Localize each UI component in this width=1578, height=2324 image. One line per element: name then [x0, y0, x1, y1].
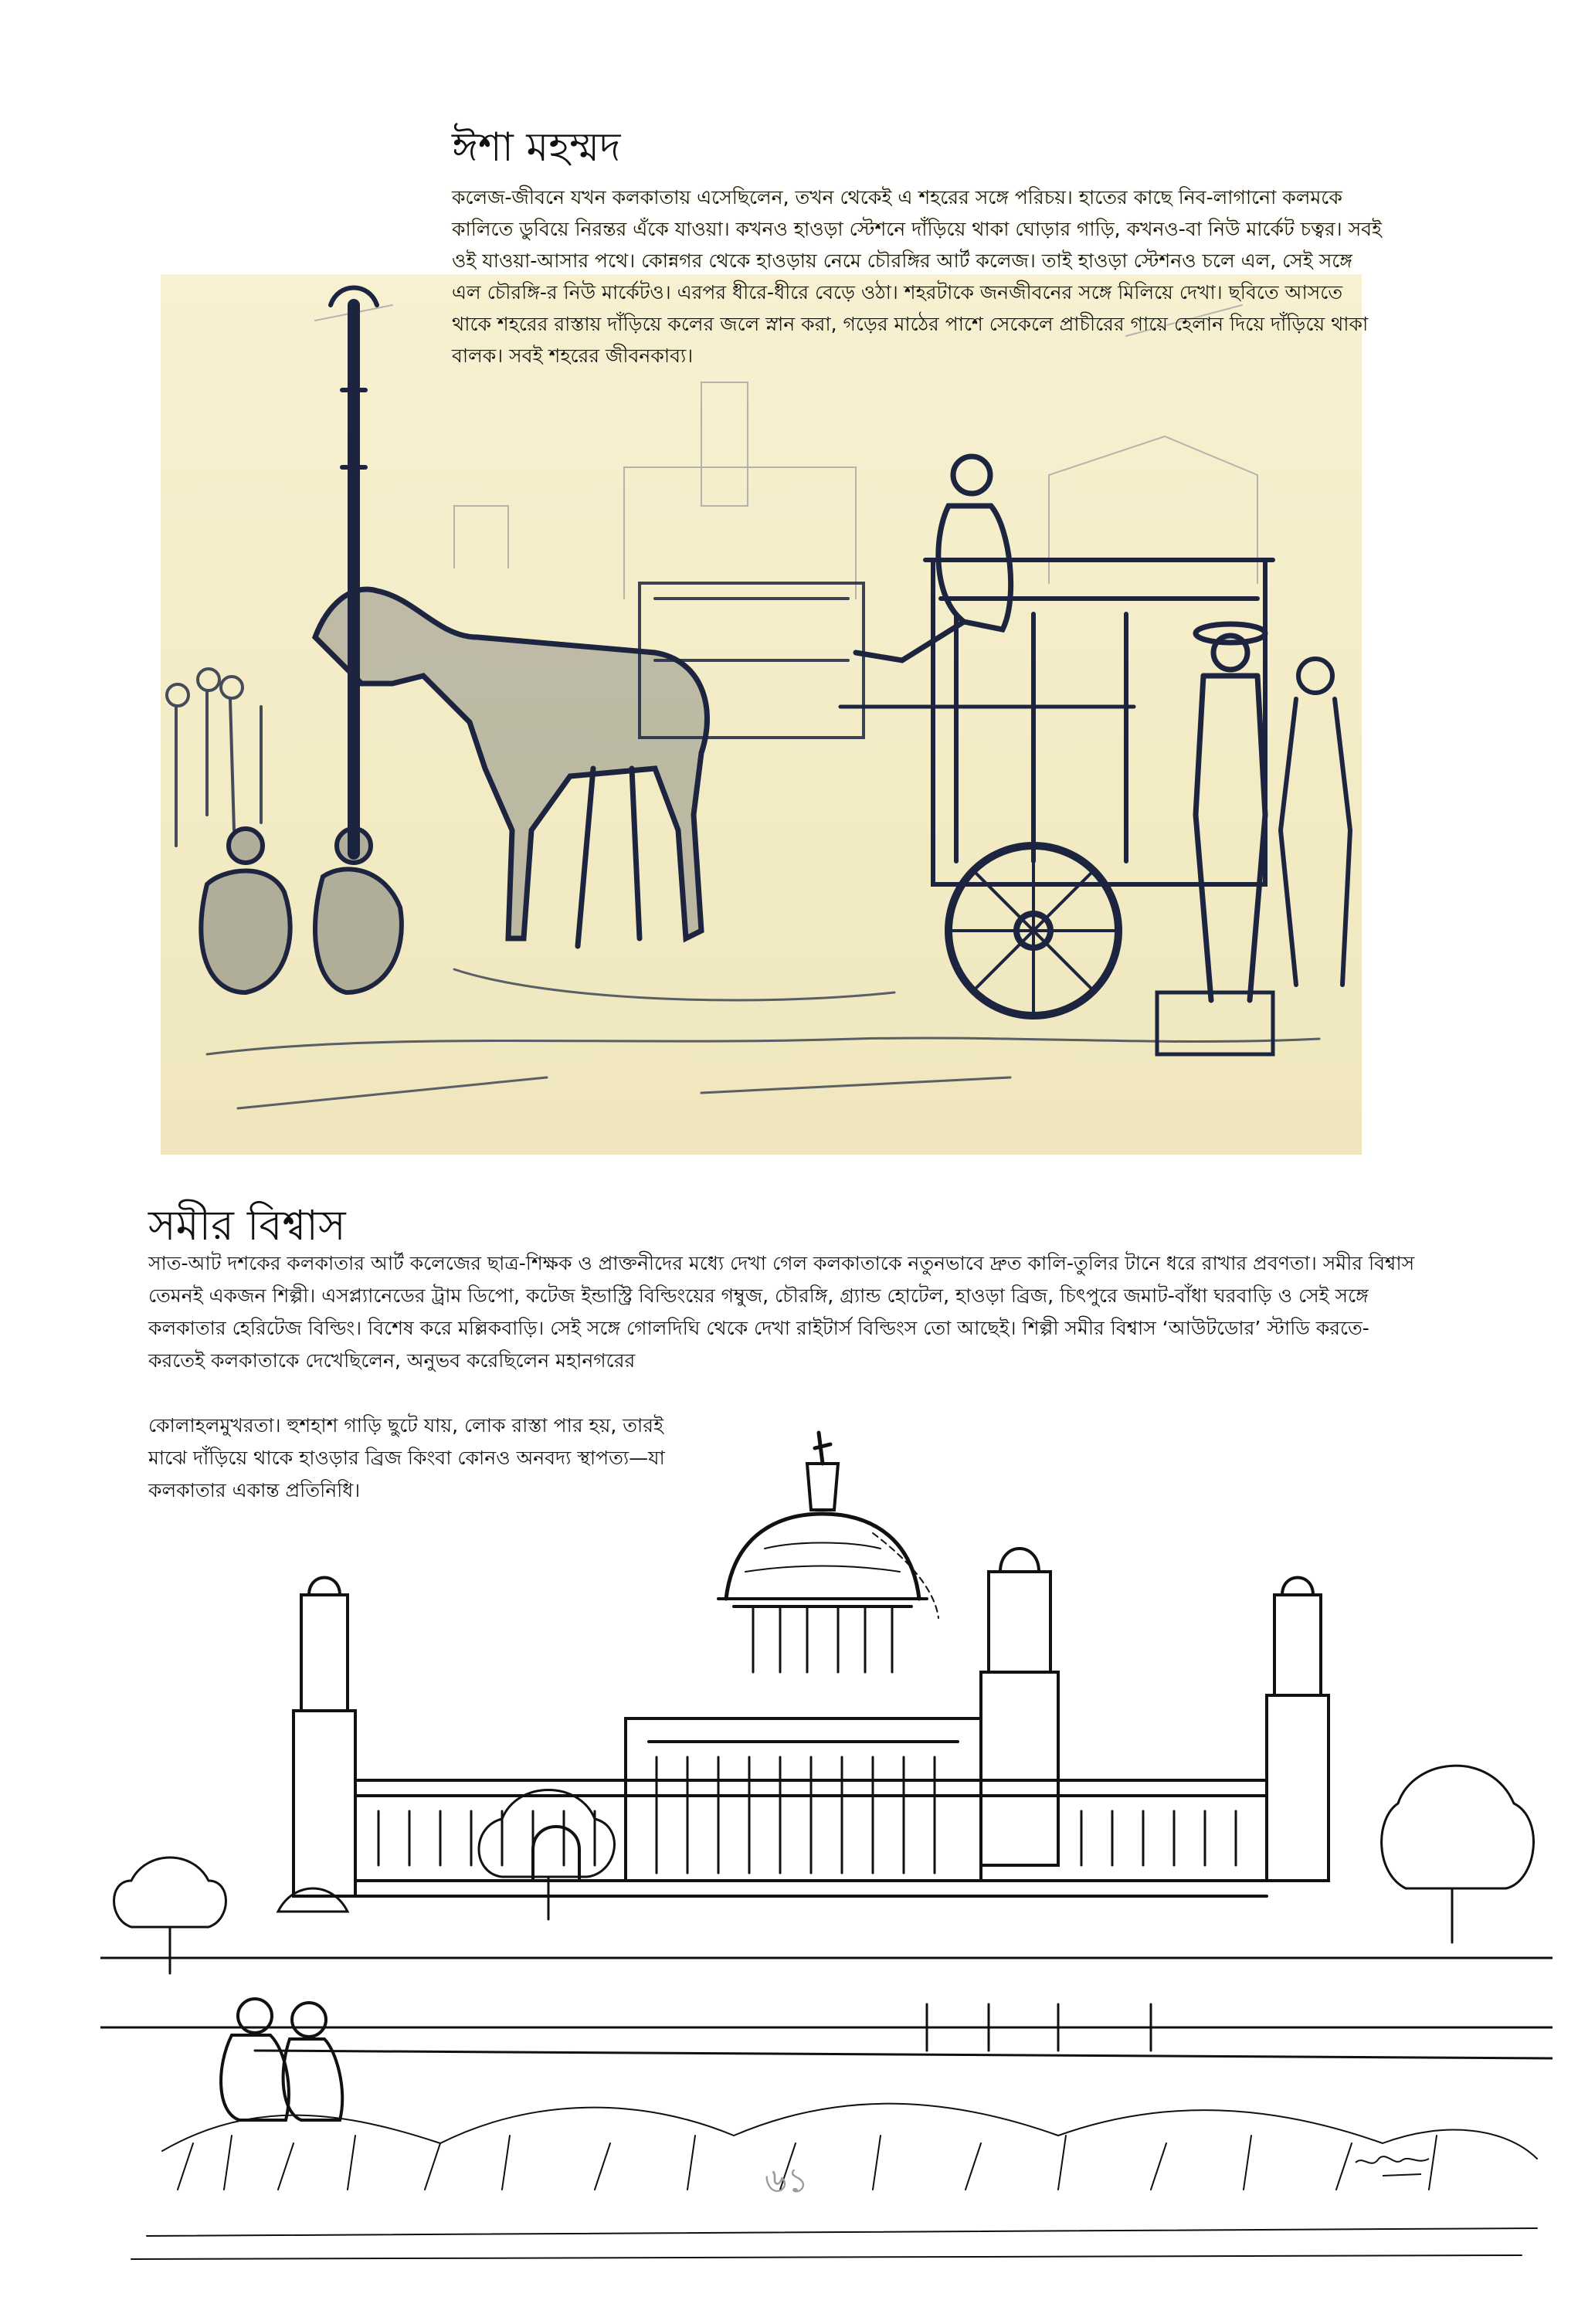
- artist-signature: [1352, 2151, 1437, 2182]
- horse-carriage-sketch: [161, 274, 1362, 1155]
- artist-description: কলেজ-জীবনে যখন কলকাতায় এসেছিলেন, তখন থেকেই এ শহরের সঙ্গে পরিচয়। হাতের কাছে নিব-লাগানো কলমকে কালিতে ডুবিয়ে নিরন্তর এঁকে যাওয়া। কখনও হাওড়া স্টেশনে দাঁড়িয়ে থাকা ঘোড়ার গাড়ি, কখনও-বা নিউ মার্কেট চত্বর। সবই ওই যাওয়া-আসার পথে। কোন্নগর থেকে হাওড়ায় নেমে চৌরঙ্গির আর্ট কলেজ। তাই হাওড়া স্টেশনও চলে এল, সেই সঙ্গে এল চৌরঙ্গি-র নিউ মার্কেটও। এরপর ধীরে-ধীরে বেড়ে ওঠা। শহরটাকে জনজীবনের সঙ্গে মিলিয়ে দেখা। ছবিতে আসতে থাকে শহরের রাস্তায় দাঁড়িয়ে কলের জলে স্নান করা, গড়ের মাঠের পাশে সেকেলে প্রাচীরের গায়ে হেলান দিয়ে দাঁড়িয়ে থাকা বালক। সবই শহরের জীবনকাব্য।: [452, 186, 1383, 367]
- artist-description-continued: কোলাহলমুখরতা। হুশহাশ গাড়ি ছুটে যায়, লোক রাস্তা পার হয়, তারই মাঝে দাঁড়িয়ে থাকে হাওড়ার ব্রিজ কিংবা কোনও অনবদ্য স্থাপত্য—যা কলকাতার একান্ত প্রতিনিধি।: [148, 1414, 665, 1501]
- victoria-memorial-sketch: [100, 1417, 1553, 2267]
- artist-name-heading: সমীর বিশ্বাস: [148, 1201, 346, 1250]
- page-number: ৬১: [765, 2161, 809, 2200]
- artist-name-heading: ঈশা মহম্মদ: [452, 124, 621, 171]
- artist-description: সাত-আট দশকের কলকাতার আর্ট কলেজের ছাত্র-শিক্ষক ও প্রাক্তনীদের মধ্যে দেখা গেল কলকাতাকে নতুনভাবে দ্রুত কালি-তুলির টানে ধরে রাখার প্রবণতা। সমীর বিশ্বাস তেমনই একজন শিল্পী। এসপ্ল্যানেডের ট্রাম ডিপো, কটেজ ইন্ডাস্ট্রি বিল্ডিংয়ের গম্বুজ, চৌরঙ্গি, গ্র্যান্ড হোটেল, হাওড়া ব্রিজ, চিৎপুরে জমাট-বাঁধা ঘরবাড়ি ও সেই সঙ্গে কলকাতার হেরিটেজ বিল্ডিং। বিশেষ করে মল্লিকবাড়ি। সেই সঙ্গে গোলদিঘি থেকে দেখা রাইটার্স বিল্ডিংস তো আছেই। শিল্পী সমীর বিশ্বাস ‘আউটডোর’ স্টাডি করতে-করতেই কলকাতাকে দেখেছিলেন, অনুভব করেছিলেন মহানগরের: [148, 1252, 1415, 1372]
